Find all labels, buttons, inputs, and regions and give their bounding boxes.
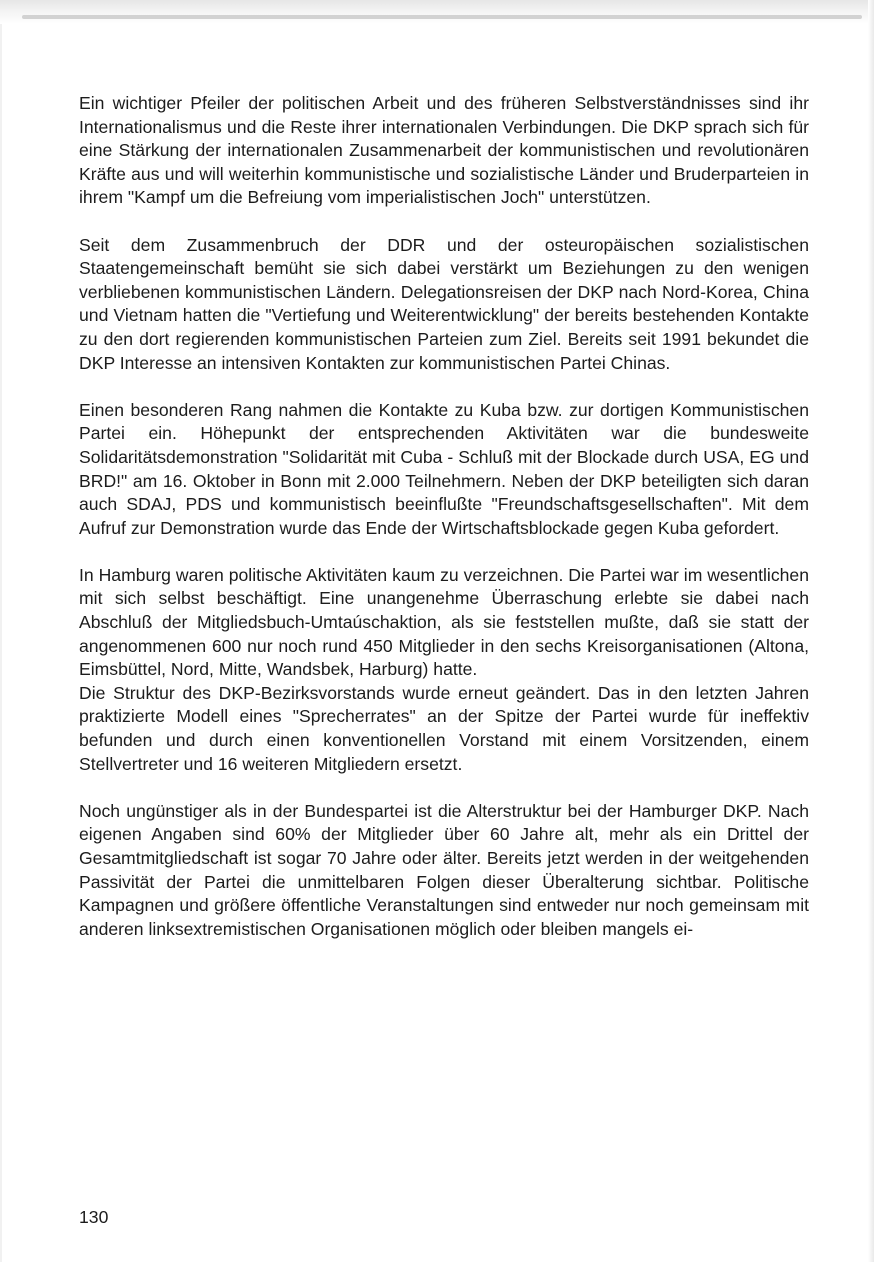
page-body [79,92,809,941]
paragraph-age-structure: Noch ungünstiger als in der Bundespartei ist die Alterstruktur bei der Hamburger DKP. Nach eigenen Angaben sind 60% der Mitglieder über 60 Jahre alt, mehr als ein Drittel der Gesamtmitgliedschaft ist sogar 70 Jahre oder älter. Bereits jetzt werden in der weitgehenden Passivität der Partei die unmittelbaren Folgen dieser Überalterung sichtbar. Politische Kampagnen und größere öffentliche Veranstaltungen sind entweder nur noch gemeinsam mit anderen linksextremistischen Organisationen möglich oder bleiben mangels ei- [79,800,809,939]
paragraph-board-structure: Die Struktur des DKP-Bezirksvorstands wurde erneut geändert. Das in den letzten Jahren praktizierte Modell eines "Sprecherrates" an der Spitze der Partei wurde für ineffektiv befunden und durch einen konventionellen Vorstand mit einem Vorsitzenden, einem Stellvertreter und 16 weiteren Mitgliedern ersetzt. [79,682,809,774]
scan-left-edge [0,24,2,1262]
paragraph-cuba-contacts: Einen besonderen Rang nahmen die Kontakte zu Kuba bzw. zur dortigen Kommunistischen Partei ein. Höhepunkt der entsprechenden Aktivitäten war die bundesweite Solidaritätsdemonstration "Solidarität mit Cuba - Schluß mit der Blockade durch USA, EG und BRD!" am 16. Oktober in Bonn mit 2.000 Teilnehmern. Neben der DKP beteiligten sich daran auch SDAJ, PDS und kommunistisch beeinflußte "Freundschaftsgesellschaften". Mit dem Aufruf zur Demonstration wurde das Ende der Wirtschaftsblockade gegen Kuba gefordert. [79,399,809,538]
paragraph-communist-countries: Seit dem Zusammenbruch der DDR und der osteuropäischen sozialistischen Staatengemeinschaft bemüht sie sich dabei verstärkt um Beziehungen zu den wenigen verbliebenen kommunistischen Ländern. Delegationsreisen der DKP nach Nord-Korea, China und Vietnam hatten die "Vertiefung und Weiterentwicklung" der bereits bestehenden Kontakte zu den dort regierenden kommunistischen Parteien zum Ziel. Bereits seit 1991 bekundet die DKP Interesse an intensiven Kontakten zur kommunistischen Partei Chinas. [79,234,809,373]
scan-top-edge [22,15,862,19]
paragraph-hamburg-activities: In Hamburg waren politische Aktivitäten kaum zu verzeichnen. Die Partei war im wesentlichen mit sich selbst beschäftigt. Eine unangenehme Überraschung erlebte sie dabei nach Abschluß der Mitgliedsbuch-Umtaúschaktion, als sie feststellen mußte, daß sie statt der angenommenen 600 nur noch rund 450 Mitglieder in den sechs Kreisorganisationen (Altona, Eimsbüttel, Nord, Mitte, Wandsbek, Harburg) hatte. [79,564,809,680]
page-number: 130 [79,1207,109,1227]
paragraph-internationalism: Ein wichtiger Pfeiler der politischen Arbeit und des früheren Selbstverständnisses sind ihr Internationalismus und die Reste ihrer internationalen Verbindungen. Die DKP sprach sich für eine Stärkung der internationalen Zusammenarbeit der kommunistischen und revolutionären Kräfte aus und will weiterhin kommunistische und sozialistische Länder und Bruderparteien in ihrem "Kampf um die Befreiung vom imperialistischen Joch" unterstützen. [79,93,809,208]
scan-top-shadow [0,0,874,24]
scan-right-shadow [868,0,874,1262]
